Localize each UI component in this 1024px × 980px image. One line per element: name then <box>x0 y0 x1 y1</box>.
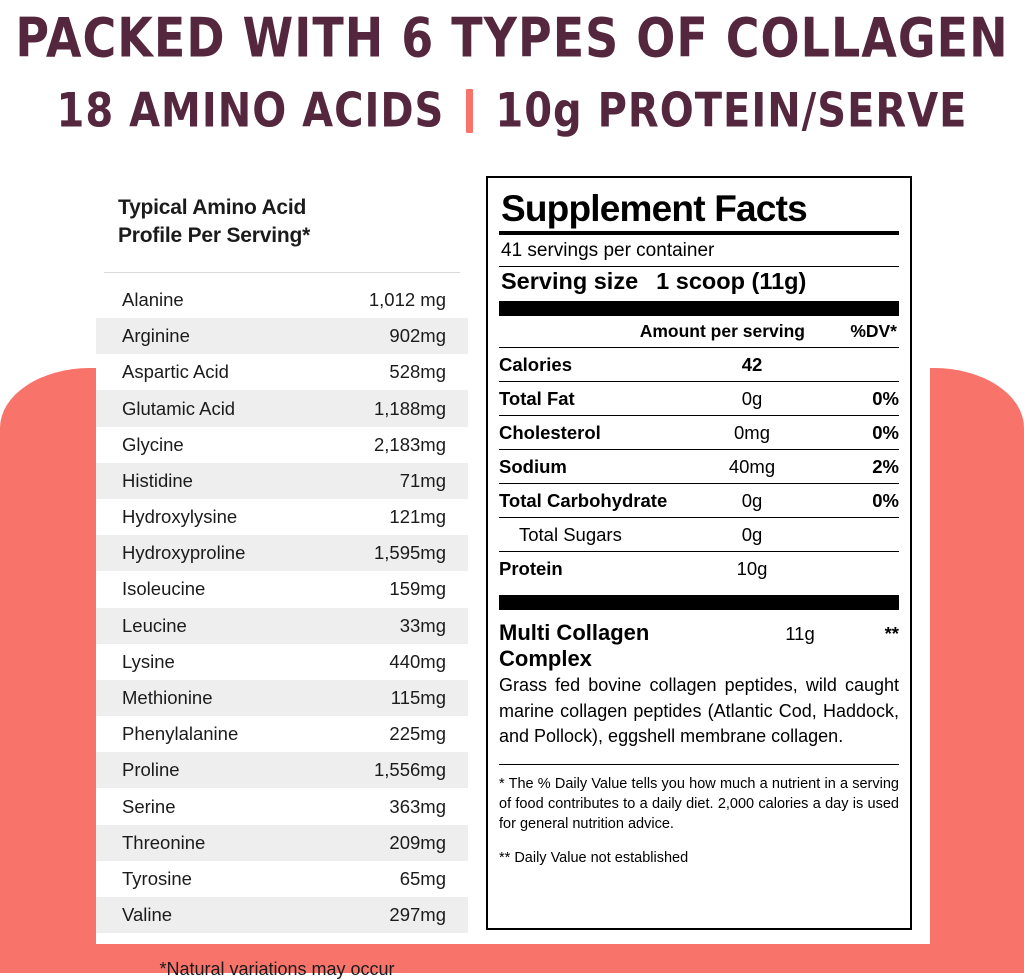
amino-name: Phenylalanine <box>122 723 239 745</box>
amino-value: 115mg <box>320 680 468 716</box>
blend-description: Grass fed bovine collagen peptides, wild caught marine collagen peptides (Atlantic Cod, Haddock, and Pollock), eggshell membrane collagen. <box>499 675 899 747</box>
blend-dv: ** <box>884 623 899 645</box>
table-row <box>499 416 899 450</box>
amino-name: Proline <box>96 752 320 788</box>
amino-value: 297mg <box>320 897 468 933</box>
nutrient-name: Cholesterol <box>499 416 677 450</box>
amino-name: Tyrosine <box>122 867 192 889</box>
amino-value: 902mg <box>320 318 468 354</box>
serving-size-label: Serving size <box>501 268 639 295</box>
amino-value: 528mg <box>389 361 446 383</box>
nutrient-dv <box>827 552 899 586</box>
thick-divider-bottom <box>499 595 899 610</box>
nutrient-amount: 0g <box>677 484 827 518</box>
amino-panel-title-line-2: Profile Per Serving* <box>118 223 311 247</box>
amino-name: Lysine <box>122 650 175 672</box>
blend-amount: 11g <box>785 623 815 645</box>
dv-header-label: %DV* <box>850 321 897 342</box>
amino-value: 1,595mg <box>320 535 468 571</box>
amino-title-divider <box>104 272 460 273</box>
amino-value: 159mg <box>389 578 446 600</box>
amino-name: Threonine <box>96 825 320 861</box>
amino-name: Arginine <box>96 318 320 354</box>
amino-name: Valine <box>96 897 320 933</box>
amino-name: Hydroxyproline <box>96 535 320 571</box>
amino-value: 1,012 mg <box>368 288 446 310</box>
daily-value-footnote: * The % Daily Value tells you how much a nutrient in a serving of food contributes to a daily diet. 2,000 calories a day is used for general nutrition advice. <box>499 775 899 833</box>
nutrient-dv: 2% <box>827 450 899 484</box>
table-row <box>96 752 468 788</box>
nutrient-dv <box>827 518 899 552</box>
amino-value: 33mg <box>320 608 468 644</box>
table-row <box>499 382 899 416</box>
serving-size-value: 1 scoop (11g) <box>656 268 807 295</box>
amino-name: Hydroxylysine <box>122 506 238 528</box>
table-row <box>96 390 468 426</box>
headline-protein-per-serve: 10g PROTEIN/SERVE <box>495 83 968 139</box>
table-row <box>499 450 899 484</box>
table-row <box>96 825 468 861</box>
nutrient-name: Sodium <box>499 450 677 484</box>
dv-not-established-footnote: ** Daily Value not established <box>499 849 689 866</box>
table-row <box>499 348 899 382</box>
table-row <box>96 861 468 897</box>
amino-value: 225mg <box>389 723 446 745</box>
nutrient-name: Total Sugars <box>499 518 677 552</box>
nutrient-amount: 0g <box>677 382 827 416</box>
amino-name: Glycine <box>122 433 184 455</box>
amino-name: Aspartic Acid <box>122 361 229 383</box>
headline-amino-acids: 18 AMINO ACIDS <box>56 83 445 139</box>
nutrient-name: Total Fat <box>499 382 677 416</box>
blend-name: Multi Collagen Complex <box>499 620 650 671</box>
nutrient-amount: 0mg <box>677 416 827 450</box>
amino-name: Methionine <box>96 680 320 716</box>
table-row <box>96 788 468 824</box>
amino-value: 121mg <box>389 506 446 528</box>
table-row <box>96 318 468 354</box>
servings-per-container: 41 servings per container <box>501 240 715 262</box>
nutrient-amount: 10g <box>677 552 827 586</box>
amino-name: Isoleucine <box>122 578 206 600</box>
info-card <box>96 168 930 980</box>
table-row <box>499 552 899 586</box>
amino-panel-footnote: *Natural variations may occur <box>159 959 395 980</box>
table-row <box>96 608 468 644</box>
nutrient-dv: 0% <box>827 484 899 518</box>
nutrition-table <box>499 347 899 585</box>
divider-bar-icon <box>466 89 473 133</box>
nutrient-amount: 40mg <box>677 450 827 484</box>
table-row <box>96 680 468 716</box>
supplement-facts-panel <box>468 168 930 944</box>
amino-panel-title <box>96 176 468 250</box>
table-row <box>96 644 468 680</box>
supplement-facts-box <box>486 176 912 930</box>
amino-name: Leucine <box>96 608 320 644</box>
amino-name: Alanine <box>122 288 184 310</box>
footnote-divider <box>499 764 899 765</box>
amino-value: 1,556mg <box>320 752 468 788</box>
table-row <box>96 535 468 571</box>
table-row <box>96 499 468 535</box>
amino-name: Glutamic Acid <box>96 390 320 426</box>
amino-value: 363mg <box>389 795 446 817</box>
amount-header-label: Amount per serving <box>639 321 805 342</box>
amino-value: 2,183mg <box>374 433 446 455</box>
table-row <box>96 571 468 607</box>
table-row <box>96 427 468 463</box>
nutrient-dv: 0% <box>827 382 899 416</box>
headline-line-2 <box>0 83 1024 139</box>
table-row <box>96 716 468 752</box>
amount-per-serving-header <box>499 316 899 347</box>
table-row <box>499 518 899 552</box>
table-row <box>499 484 899 518</box>
supplement-facts-title: Supplement Facts <box>501 188 807 229</box>
blend-row <box>499 610 899 671</box>
serving-size-row <box>499 267 899 301</box>
nutrient-name: Protein <box>499 552 677 586</box>
amino-value: 65mg <box>399 867 446 889</box>
table-row <box>96 463 468 499</box>
nutrient-amount: 0g <box>677 518 827 552</box>
amino-acid-panel <box>96 168 468 980</box>
nutrient-dv: 0% <box>827 416 899 450</box>
table-row <box>96 897 468 933</box>
nutrient-name: Total Carbohydrate <box>499 484 677 518</box>
thick-divider-top <box>499 301 899 316</box>
amino-panel-title-line-1: Typical Amino Acid <box>118 196 307 219</box>
nutrient-amount: 42 <box>677 348 827 382</box>
amino-value: 1,188mg <box>320 390 468 426</box>
amino-value: 209mg <box>320 825 468 861</box>
table-row <box>96 354 468 390</box>
nutrient-name: Calories <box>499 348 677 382</box>
nutrient-dv <box>827 348 899 382</box>
headline-line-1: PACKED WITH 6 TYPES OF COLLAGEN <box>15 6 1009 70</box>
amino-value: 71mg <box>320 463 468 499</box>
amino-value: 440mg <box>389 650 446 672</box>
amino-name: Histidine <box>96 463 320 499</box>
headline-block <box>0 0 1024 139</box>
table-row <box>96 282 468 318</box>
amino-acid-table <box>96 282 468 933</box>
amino-name: Serine <box>122 795 176 817</box>
